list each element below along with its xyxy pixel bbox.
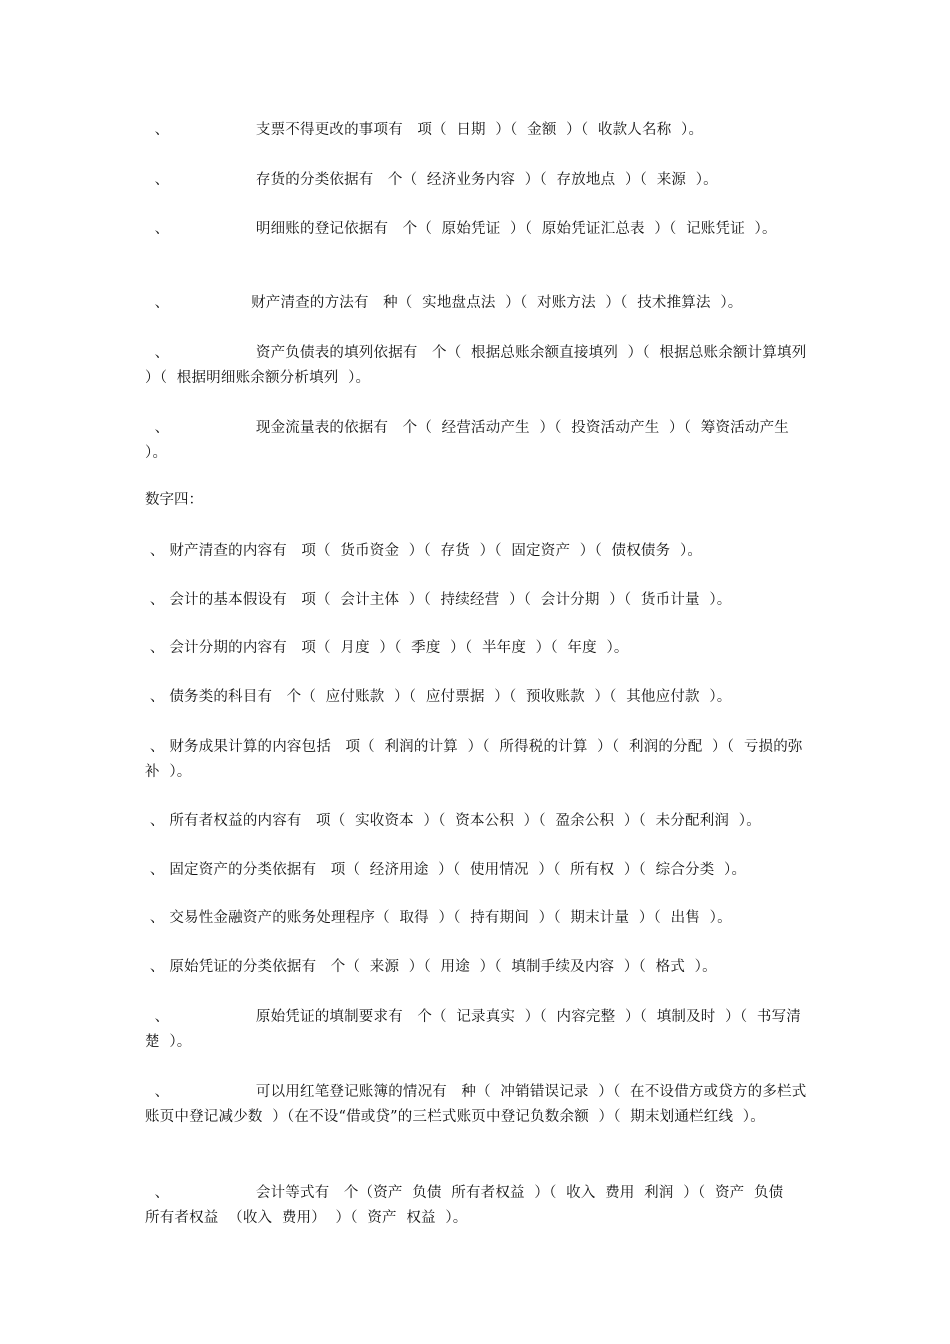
list-item: 、 支票不得更改的事项有 项（ 日期 ）（ 金额 ）（ 收款人名称 ）。 xyxy=(145,122,704,138)
list-item: 、 明细账的登记依据有 个（ 原始凭证 ）（ 原始凭证汇总表 ）（ 记账凭证 ）。 xyxy=(145,221,777,237)
list-item: 、 会计分期的内容有 项（ 月度 ）（ 季度 ）（ 半年度 ）（ 年度 ）。 xyxy=(145,640,629,656)
list-item: 、 可以用红笔登记账簿的情况有 种（ 冲销错误记录 ）（ 在不设借方或贷方的多栏式账页中登记减少数 ）（在不设“借或贷”的三栏式账页中登记负数余额 ）（ 期末划通栏红线 ）。 xyxy=(145,1084,807,1125)
list-item: 、 财产清查的内容有 项（ 货币资金 ）（ 存货 ）（ 固定资产 ）（ 债权债务 ）。 xyxy=(145,543,703,559)
list-item: 、 原始凭证的填制要求有 个（ 记录真实 ）（ 内容完整 ）（ 填制及时 ）（ 书写清楚 ）。 xyxy=(145,1009,801,1050)
list-item: 、 交易性金融资产的账务处理程序（ 取得 ）（ 持有期间 ）（ 期末计量 ）（ 出售 ）。 xyxy=(145,910,732,926)
list-item: 、 财务成果计算的内容包括 项（ 利润的计算 ）（ 所得税的计算 ）（ 利润的分配 ）（ 亏损的弥补 ）。 xyxy=(145,739,803,780)
list-item: 、 原始凭证的分类依据有 个（ 来源 ）（ 用途 ）（ 填制手续及内容 ）（ 格式 ）。 xyxy=(145,959,717,975)
list-item: 、 存货的分类依据有 个（ 经济业务内容 ）（ 存放地点 ）（ 来源 ）。 xyxy=(145,172,718,188)
list-item: 、 债务类的科目有 个（ 应付账款 ）（ 应付票据 ）（ 预收账款 ）（ 其他应付款 ）。 xyxy=(145,689,732,705)
list-item: 、 固定资产的分类依据有 项（ 经济用途 ）（ 使用情况 ）（ 所有权 ）（ 综合分类 ）。 xyxy=(145,862,747,878)
list-item: 、 所有者权益的内容有 项（ 实收资本 ）（ 资本公积 ）（ 盈余公积 ）（ 未分配利润 ）。 xyxy=(145,813,761,829)
section-heading: 数字四： xyxy=(145,492,203,508)
list-item: 、 财产清查的方法有 种（ 实地盘点法 ）（ 对账方法 ）（ 技术推算法 ）。 xyxy=(145,295,743,311)
list-item: 、 资产负债表的填列依据有 个（ 根据总账余额直接填列 ）（ 根据总账余额计算填列 ）（ 根据明细账余额分析填列 ）。 xyxy=(145,345,817,386)
list-item: 、 会计等式有 个（资产 负债 所有者权益 ）（ 收入 费用 利润 ）（ 资产 负债 所有者权益 （收入 费用） ）（ 资产 权益 ）。 xyxy=(145,1185,794,1226)
list-item: 、 会计的基本假设有 项（ 会计主体 ）（ 持续经营 ）（ 会计分期 ）（ 货币计量 ）。 xyxy=(145,592,732,608)
list-item: 、 现金流量表的依据有 个（ 经营活动产生 ）（ 投资活动产生 ）（ 筹资活动产生 ）。 xyxy=(145,420,799,461)
